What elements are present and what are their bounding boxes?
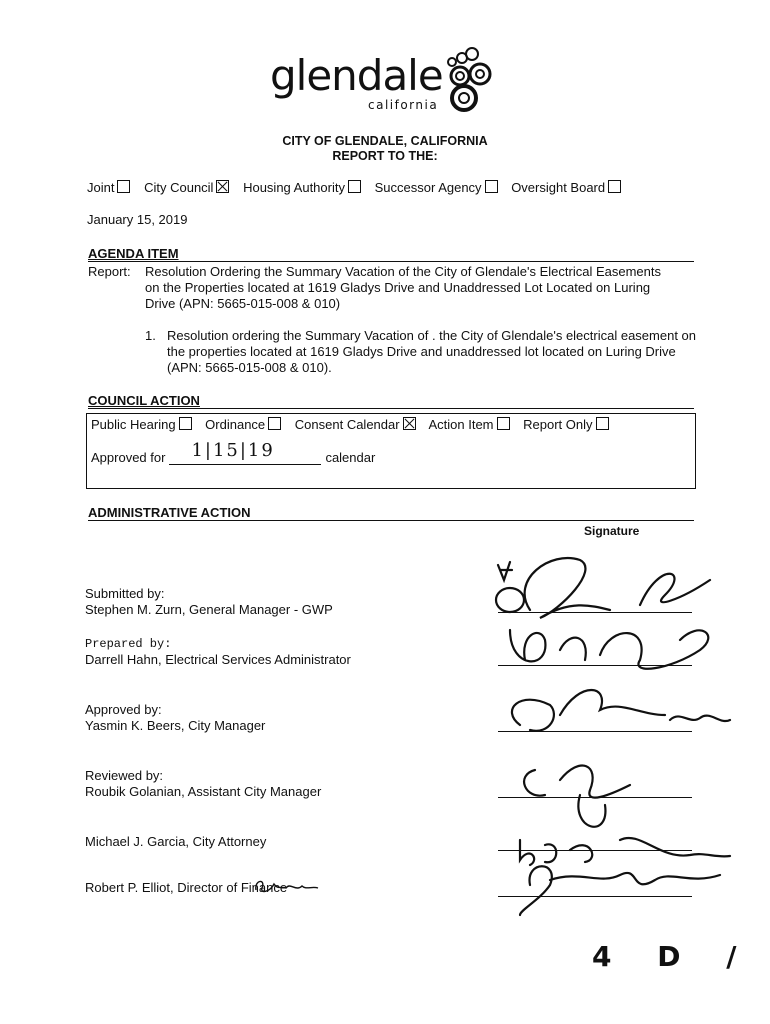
approved-date-handwritten: 1|15|19 <box>191 440 275 461</box>
checkbox-oversight-board[interactable] <box>608 180 621 193</box>
person-submitted <box>85 586 333 618</box>
council-action-box <box>86 413 696 489</box>
calendar-label: calendar <box>325 450 376 465</box>
agenda-heading: AGENDA ITEM <box>88 246 179 261</box>
recipient-label-housing-authority: Housing Authority <box>243 180 345 195</box>
option-label-consent-calendar: Consent Calendar <box>294 417 400 432</box>
signature-garcia <box>520 838 730 865</box>
report-text: Resolution Ordering the Summary Vacation of the City of Glendale's Electrical Easements on the Properties located at 1619 Gladys Drive and Unaddressed Lot Located on Luring Drive (APN: 5665-015-008 & 010) <box>145 264 661 311</box>
report-label: Report: <box>88 264 131 279</box>
signature-elliot <box>520 866 720 915</box>
agenda-item-list <box>145 328 705 376</box>
checkbox-public-hearing[interactable] <box>179 417 192 430</box>
council-rule <box>88 408 694 409</box>
logo-subtitle: california <box>368 98 439 112</box>
person-name: Yasmin K. Beers, City Manager <box>85 718 266 733</box>
recipient-label-joint: Joint <box>87 180 115 195</box>
person-name: Michael J. Garcia, City Attorney <box>85 834 267 849</box>
approved-date-field[interactable] <box>169 440 321 465</box>
logo-wordmark: glendale <box>270 51 443 100</box>
person-name: Darrell Hahn, Electrical Services Administrator <box>85 652 351 667</box>
page-mark: 4 D / <box>592 940 755 973</box>
recipient-label-successor-agency: Successor Agency <box>374 180 482 195</box>
signature-zurn <box>525 558 710 618</box>
checkbox-report-only[interactable] <box>596 417 609 430</box>
option-label-public-hearing: Public Hearing <box>91 417 176 432</box>
person-attorney <box>85 834 266 850</box>
person-role: Prepared by: <box>85 637 172 651</box>
item-text: Resolution ordering the Summary Vacation of . the City of Glendale's electrical easement on the properties located at 1619 Gladys Drive and unaddressed lot located on Luring Drive (APN: 5665-015-008 & 010). <box>167 328 697 375</box>
recipient-checkboxes <box>87 180 631 195</box>
checkbox-ordinance[interactable] <box>268 417 281 430</box>
person-name: Robert P. Elliot, Director of Finance <box>85 880 288 895</box>
agenda-rule <box>88 261 694 262</box>
approved-label: Approved for <box>91 450 166 465</box>
signature-beers <box>512 690 730 731</box>
recipient-label-oversight-board: Oversight Board <box>511 180 606 195</box>
person-approved <box>85 702 265 734</box>
option-label-ordinance: Ordinance <box>205 417 266 432</box>
person-prepared <box>85 636 351 668</box>
checkbox-joint[interactable] <box>117 180 130 193</box>
header-line1: CITY OF GLENDALE, CALIFORNIA <box>282 134 488 148</box>
person-role: Reviewed by: <box>85 768 164 783</box>
recipient-label-city-council: City Council <box>144 180 214 195</box>
checkbox-successor-agency[interactable] <box>485 180 498 193</box>
person-reviewed <box>85 768 321 800</box>
checkbox-housing-authority[interactable] <box>348 180 361 193</box>
signature-hahn <box>510 630 708 669</box>
admin-rule <box>88 520 694 521</box>
glendale-logo <box>270 48 500 118</box>
checkbox-consent-calendar[interactable] <box>403 417 416 430</box>
header-line2: REPORT TO THE: <box>332 149 438 163</box>
item-number: 1. <box>145 328 156 343</box>
council-heading: COUNCIL ACTION <box>88 393 200 408</box>
approved-row <box>91 440 376 465</box>
person-role: Submitted by: <box>85 586 165 601</box>
option-label-report-only: Report Only <box>523 417 593 432</box>
admin-heading: ADMINISTRATIVE ACTION <box>88 505 251 520</box>
signature-header: Signature <box>584 524 640 538</box>
checkbox-action-item[interactable] <box>497 417 510 430</box>
finance-initials-signature <box>252 876 322 896</box>
person-name: Roubik Golanian, Assistant City Manager <box>85 784 322 799</box>
signature-golanian <box>524 766 630 827</box>
council-options <box>91 417 619 432</box>
checkbox-city-council[interactable] <box>216 180 229 193</box>
handwritten-signatures <box>490 540 740 920</box>
report-date: January 15, 2019 <box>87 212 188 227</box>
list-item <box>145 328 705 376</box>
person-name: Stephen M. Zurn, General Manager - GWP <box>85 602 333 617</box>
person-role: Approved by: <box>85 702 162 717</box>
logo-swirl-icon <box>438 46 508 116</box>
option-label-action-item: Action Item <box>428 417 494 432</box>
